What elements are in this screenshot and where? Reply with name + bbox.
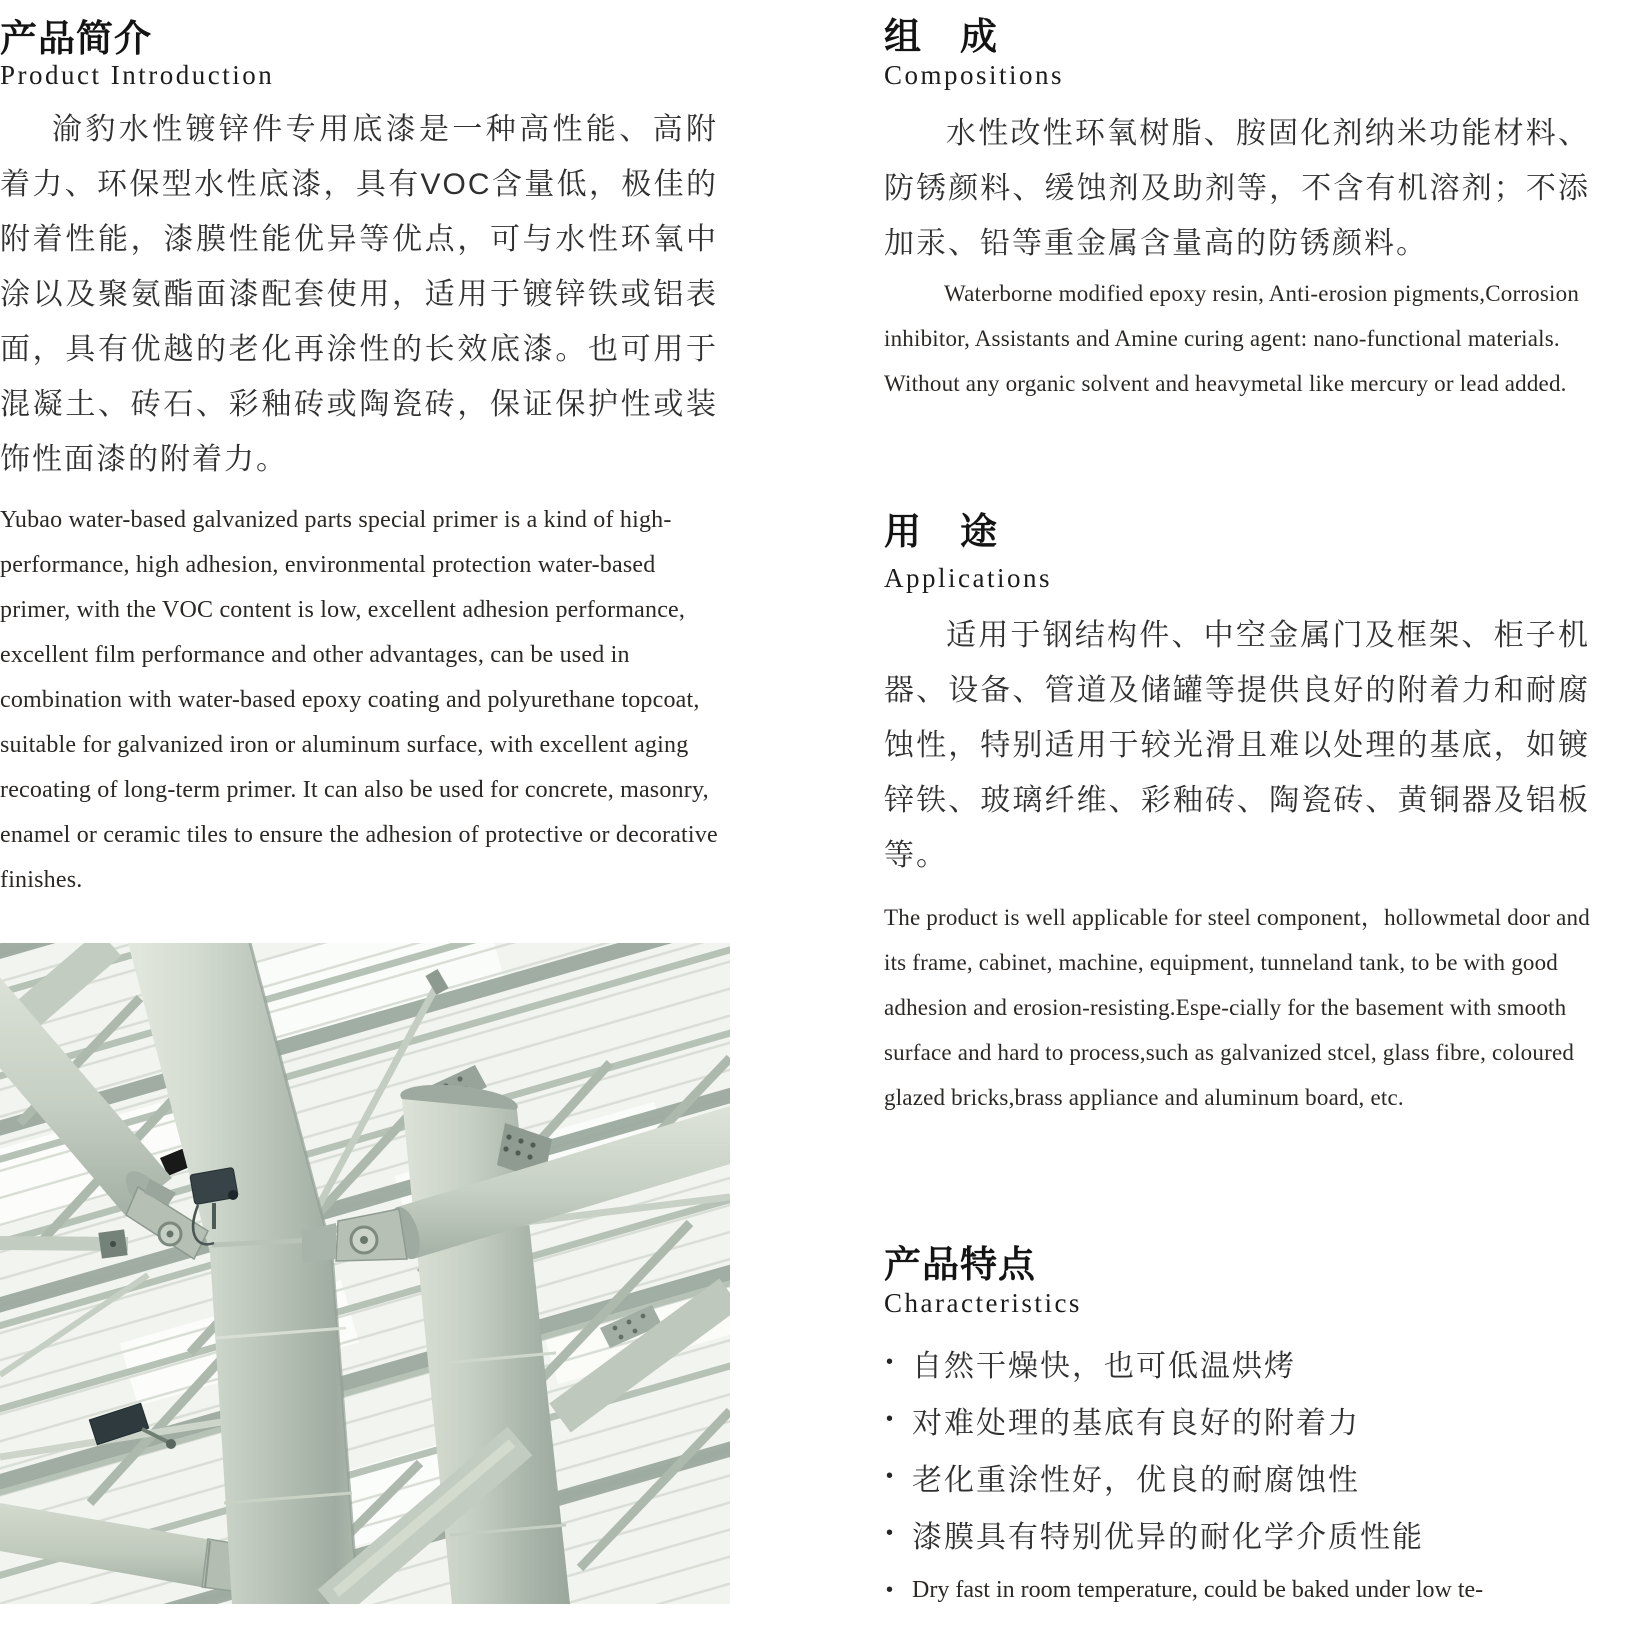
characteristics-heading-en: Characteristics — [884, 1288, 1082, 1318]
bullet-text: Dry fast in room temperature, could be baked under low te- — [912, 1577, 1484, 1603]
bullet-text: 老化重涂性好，优良的耐腐蚀性 — [912, 1463, 1360, 1497]
list-item — [884, 1334, 1590, 1391]
characteristics-heading-zh: 产品特点 — [884, 1244, 1036, 1285]
applications-body-en: The product is well applicable for steel component，hollowmetal door and its frame, cabinet, machine, equipment, tunneland tank, to be with good adhesion and erosion-resisting.Espe-cially for the basement with smooth surface and hard to process,such as galvanized stcel, glass fibre, coloured glazed bricks,brass appliance and aluminum board, etc. — [884, 905, 1590, 1110]
bullet-text: 漆膜具有特别优异的耐化学介质性能 — [912, 1520, 1424, 1554]
bullet-text: 对难处理的基底有良好的附着力 — [912, 1406, 1360, 1440]
characteristics-list — [884, 1334, 1590, 1619]
bullet-text: 自然干燥快，也可低温烘烤 — [912, 1349, 1296, 1383]
bullet-icon: • — [886, 1579, 894, 1601]
right-column — [884, 0, 1590, 1640]
compositions-heading-en: Compositions — [884, 60, 1065, 90]
compositions-body-en: Waterborne modified epoxy resin, Anti-erosion pigments,Corrosion inhibitor, Assistants and Amine curing agent: nano-functional materials. Without any organic solvent and heavymetal like mercury or lead added. — [884, 281, 1580, 396]
compositions-body-zh: 水性改性环氧树脂、胺固化剂纳米功能材料、防锈颜料、缓蚀剂及助剂等，不含有机溶剂；不添加汞、铅等重金属含量高的防锈颜料。 — [884, 117, 1590, 260]
applications-heading-en: Applications — [884, 563, 1052, 593]
list-item — [884, 1505, 1590, 1562]
compositions-heading-zh: 组 成 — [884, 16, 998, 57]
list-item — [884, 1448, 1590, 1505]
bullet-icon: • — [886, 1465, 894, 1487]
intro-heading-zh: 产品简介 — [0, 18, 152, 59]
list-item — [884, 1391, 1590, 1448]
bullet-icon: • — [886, 1351, 894, 1373]
intro-body-zh: 渝豹水性镀锌件专用底漆是一种高性能、高附着力、环保型水性底漆，具有VOC含量低，极佳的附着性能，漆膜性能优异等优点，可与水性环氧中涂以及聚氨酯面漆配套使用，适用于镀锌铁或铝表面，具有优越的老化再涂性的长效底漆。也可用于混凝土、砖石、彩釉砖或陶瓷砖，保证保护性或装饰性面漆的附着力。 — [0, 113, 718, 476]
steel-structure-photo — [0, 943, 730, 1604]
applications-body-zh: 适用于钢结构件、中空金属门及框架、柜子机器、设备、管道及储罐等提供良好的附着力和耐腐蚀性，特别适用于较光滑且难以处理的基底，如镀锌铁、玻璃纤维、彩釉砖、陶瓷砖、黄铜器及铝板等。 — [884, 619, 1590, 872]
bullet-icon: • — [886, 1522, 894, 1544]
intro-heading-en: Product Introduction — [0, 60, 275, 90]
intro-body-en: Yubao water-based galvanized parts special primer is a kind of high-performance, high adhesion, environmental protection water-based primer, with the VOC content is low, excellent adhesion performance, excellent film performance and other advantages, can be used in combination with water-based epoxy coating and polyurethane topcoat, suitable for galvanized iron or aluminum surface, with excellent aging recoating of long-term primer. It can also be used for concrete, masonry, enamel or ceramic tiles to ensure the adhesion of protective or decorative finishes. — [0, 507, 718, 893]
applications-heading-zh: 用 途 — [884, 511, 998, 552]
list-item — [884, 1562, 1590, 1619]
bullet-icon: • — [886, 1408, 894, 1430]
